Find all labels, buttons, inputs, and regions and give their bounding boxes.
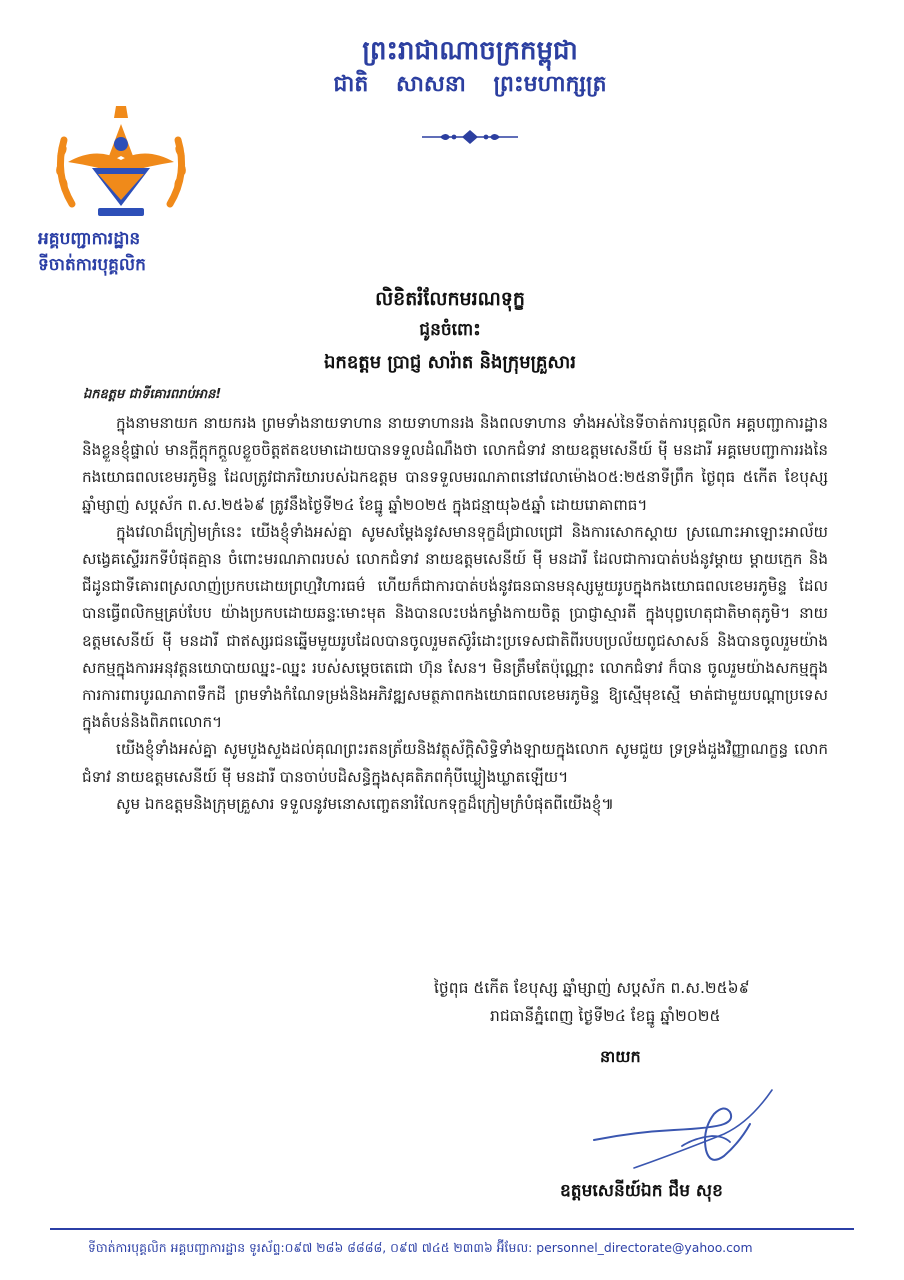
footer-divider <box>50 1228 854 1230</box>
military-emblem-logo-icon <box>48 104 194 224</box>
lunar-date: ថ្ងៃពុធ ៥កើត ខែបុស្ស ឆ្នាំម្សាញ់ សប្តស័ក ព.ស.២៥៦៩ <box>434 979 750 997</box>
place-and-date: រាជធានីភ្នំពេញ ថ្ងៃទី២៤ ខែធ្នូ ឆ្នាំ២០២៥ <box>490 1007 721 1025</box>
signer-title: នាយក <box>600 1047 641 1066</box>
handwritten-signature-icon <box>574 1070 784 1182</box>
letter-recipient-intro: ជូនចំពោះ <box>419 320 481 340</box>
signer-name: ឧត្តមសេនីយ៍ឯក ជឹម សុខ <box>560 1181 723 1201</box>
footer-contact: ទីចាត់ការបុគ្គលិក អគ្គបញ្ជាការដ្ឋាន ទូរស័ព្ទ:០៩៧ ២៨៦ ៨៨៨៨, ០៩៧ ៧៤៥ ២៣៣៦ អ៊ីមែល: personnel_directorate@yahoo.com <box>88 1240 753 1255</box>
salutation: ឯកឧត្តម ជាទីគោរពរាប់អាន! <box>83 387 222 402</box>
national-motto: ជាតិ សាសនា ព្រះមហាក្សត្រ <box>333 72 607 97</box>
body-paragraph-1: ក្នុងនាមនាយក នាយករង ព្រមទាំងនាយទាហាន នាយទាហានរង និងពលទាហាន ទាំងអស់នៃទីចាត់ការបុគ្គលិក អគ្គបញ្ជាការដ្ឋាន និងខ្លួនខ្ញុំផ្ទាល់ មានក្ដីក្ដុកក្ដួលខ្លួចចិត្តឥតឧបមាដោយបានទទួលដំណឹងថា លោកជំទាវ នាយឧត្ដមសេនីយ៍ ម៉ី មនដារី អគ្គមេបញ្ជាការរងនៃកងយោធពលខេមរភូមិន្ទ ដែលត្រូវជាភរិយារបស់ឯកឧត្តម បានទទួលមរណភាពនៅវេលាម៉ោង០៥:២៥នាទីព្រឹក ថ្ងៃពុធ ៥កើត ខែបុស្ស ឆ្នាំម្សាញ់ សប្តស័ក ព.ស.២៥៦៩ ត្រូវនឹងថ្ងៃទី២៤ ខែធ្នូ ឆ្នាំ២០២៥ ក្នុងជន្មាយុ៦៥ឆ្នាំ ដោយរោគាពាធ។ <box>82 414 828 514</box>
department-line-2: ទីចាត់ការបុគ្គលិក <box>38 255 146 275</box>
body-paragraph-3: យើងខ្ញុំទាំងអស់គ្នា សូមបួងសួងដល់គុណព្រះរតនត្រ័យនិងវត្ថុស័ក្តិសិទ្ធិទាំងឡាយក្នុងលោក សូមជួយ ទ្រទ្រង់ដួងវិញ្ញាណក្ខន្ធ លោកជំទាវ នាយឧត្ដមសេនីយ៍ ម៉ី មនដារី បានចាប់បដិសន្ធិក្នុងសុគតិភពកុំបីឃ្លៀងឃ្លាតឡើយ។ <box>82 740 828 786</box>
kingdom-title: ព្រះរាជាណាចក្រកម្ពុជា <box>362 36 578 66</box>
body-paragraph-4: សូម ឯកឧត្តមនិងក្រុមគ្រួសារ ទទួលនូវមនោសញ្ចេតនារំលែកទុក្ខដ៏ក្រៀមក្រំបំផុតពីយើងខ្ញុំ៕ <box>116 794 614 813</box>
body-paragraph-2: ក្នុងវេលាដ៏ក្រៀមក្រំនេះ យើងខ្ញុំទាំងអស់គ្នា សូមសម្ដែងនូវសមានទុក្ខដ៏ជ្រាលជ្រៅ និងការសោកស្ដាយ ស្រណោះអាឡោះអាល័យសង្វេគស្ទើររកទីបំផុតគ្មាន ចំពោះមរណភាពរបស់ លោកជំទាវ នាយឧត្តមសេនីយ៍ ម៉ី មនដារី ដែលជាការបាត់បង់នូវម្ដាយ ម្ដាយក្មេក និងជីដូនជាទីគោរពស្រលាញ់ប្រកបដោយព្រហ្មវិហារធម៌ ហើយក៏ជាការបាត់បង់នូវធនធានមនុស្សមួយរូបក្នុងកងយោធពលខេមរភូមិន្ទ ដែលបានធ្វើពលិកម្មគ្រប់បែប យ៉ាងប្រកបដោយឆន្ទៈមោះមុត និងបានលះបង់កម្លាំងកាយចិត្ត ប្រាជ្ញាស្មារតី ក្នុងបុព្វហេតុជាតិមាតុភូមិ។ នាយឧត្ដមសេនីយ៍ ម៉ី មនដារី ជាឥស្សរជនឆ្នើមមួយរូបដែលបានចូលរួមតស៊ូរំដោះប្រទេសជាតិពីរបបប្រល័យពូជសាសន៍ និងបានចូលរួមយ៉ាងសកម្មក្នុងការអនុវត្តនយោបាយឈ្នះ-ឈ្នះ របស់សម្ដេចតេជោ ហ៊ុន សែន។ មិនត្រឹមតែប៉ុណ្ណោះ លោកជំទាវ ក៏បាន ចូលរួមយ៉ាងសកម្មក្នុងការការពារបូរណភាពទឹកដី ព្រមទាំងកំណែទម្រង់និងអភិវឌ្ឍសមត្ថភាពកងយោធពលខេមរភូមិន្ទ ឱ្យស្មើមុខស្មើ មាត់ជាមួយបណ្ដាប្រទេស ក្នុងតំបន់និងពិភពលោក។ <box>82 522 828 732</box>
letter-recipient-name: ឯកឧត្តម ប្រាជ្ញ សារ៉ាត និងក្រុមគ្រួសារ <box>324 352 576 373</box>
department-line-1: អគ្គបញ្ជាការដ្ឋាន <box>38 229 141 249</box>
letter-body <box>82 410 828 818</box>
letter-title: លិខិតរំលែកមរណទុក្ខ <box>375 288 525 310</box>
ornament-icon <box>420 128 520 146</box>
